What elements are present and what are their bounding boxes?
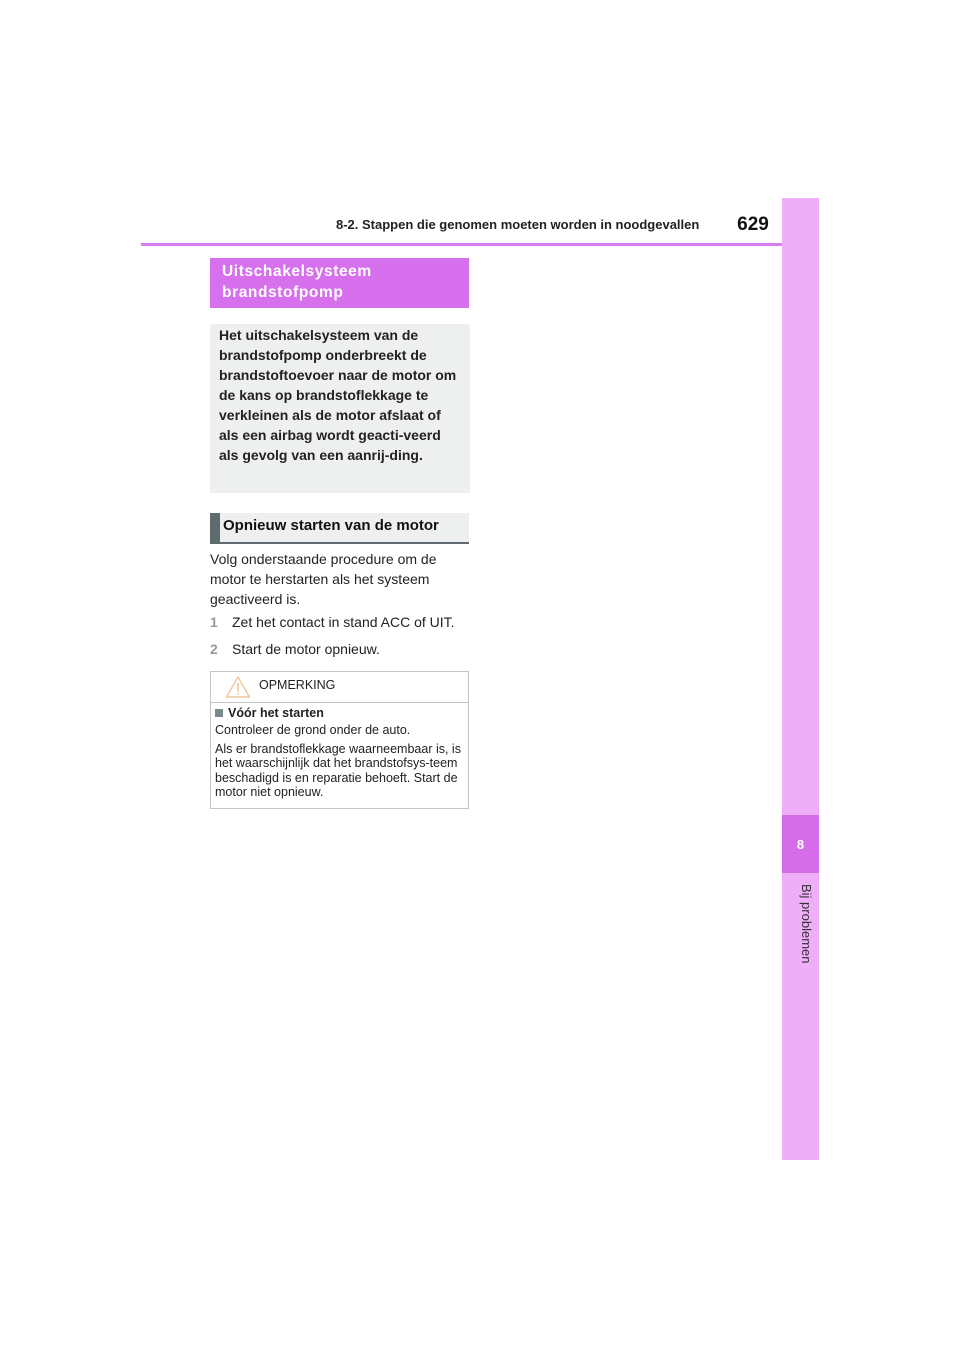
- note-item-title: [215, 706, 462, 720]
- note-box: [210, 671, 469, 809]
- restart-subheading: Opnieuw starten van de motor: [210, 513, 469, 544]
- step-text: Start de motor opnieuw.: [232, 641, 380, 657]
- header-divider: [141, 243, 784, 246]
- note-item-title-text: Vóór het starten: [228, 706, 324, 720]
- step-number: 1: [210, 614, 218, 630]
- section-heading: Uitschakelsysteem brandstofpomp: [210, 258, 469, 308]
- header-title: 8-2. Stappen die genomen moeten worden in noodgevallen: [336, 217, 700, 232]
- intro-text: Het uitschakelsysteem van de brandstofpomp onderbreekt de brandstoftoevoer naar de motor om de kans op brandstoflekkage te verkleinen als de motor afslaat of als een airbag wordt geacti-veerd als gevolg van een aanrij-ding.: [219, 327, 457, 463]
- step-number: 2: [210, 641, 218, 657]
- note-header: [211, 672, 468, 703]
- chapter-number: 8: [796, 836, 805, 852]
- note-line: Controleer de grond onder de auto.: [215, 723, 411, 737]
- note-title: OPMERKING: [259, 678, 336, 692]
- intro-box: [210, 324, 470, 493]
- chapter-label: Bij problemen: [799, 884, 814, 964]
- square-bullet-icon: [215, 709, 223, 717]
- step-item: [210, 639, 472, 659]
- note-body: [211, 703, 468, 800]
- warning-triangle-icon: [225, 675, 251, 699]
- side-tab: [782, 198, 819, 1160]
- note-line: Als er brandstoflekkage waarneembaar is, is het waarschijnlijk dat het brandstofsys-teem beschadigd is en reparatie behoeft. Start de motor niet opnieuw.: [215, 741, 461, 799]
- restart-description: Volg onderstaande procedure om de motor te herstarten als het systeem geactiveerd is.: [210, 551, 437, 607]
- page-number: 629: [737, 214, 769, 235]
- step-text: Zet het contact in stand ACC of UIT.: [232, 614, 455, 630]
- step-item: [210, 612, 472, 632]
- chapter-number-badge: [782, 815, 819, 873]
